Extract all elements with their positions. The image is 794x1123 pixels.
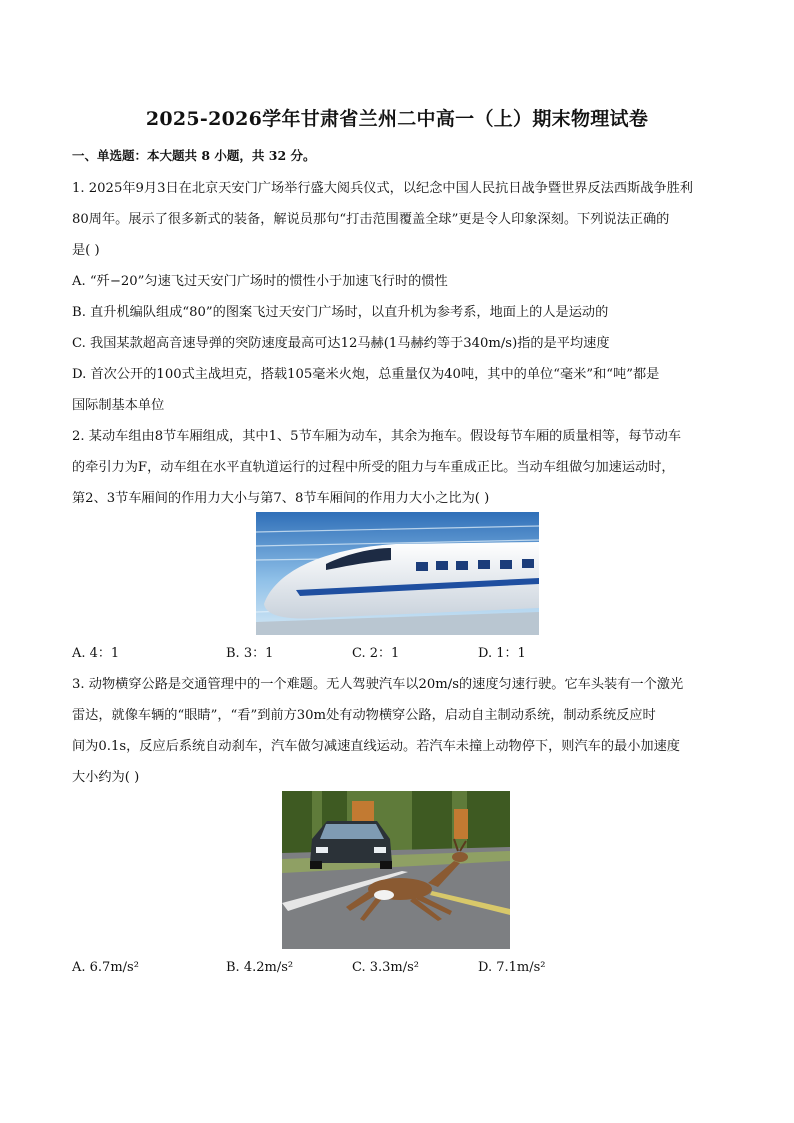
q1-option-a: A. “歼−20”匀速飞过天安门广场时的惯性小于加速飞行时的惯性 [72, 274, 448, 289]
section-heading: 一、单选题：本大题共 8 小题，共 32 分。 [72, 148, 316, 163]
q1-option-c: C. 我国某款超高音速导弹的突防速度最高可达12马赫(1马赫约等于340m/s)指的是平均速度 [72, 336, 610, 351]
q3-option-c: C. 3.3m/s² [352, 960, 420, 975]
q2-option-b: B. 3：1 [226, 646, 274, 661]
q2-option-d: D. 1：1 [478, 646, 526, 661]
q3-option-a: A. 6.7m/s² [72, 960, 139, 975]
q1-stem-line-3: 是( ) [72, 243, 100, 258]
q3-stem-line-1: 3. 动物横穿公路是交通管理中的一个难题。无人驾驶汽车以20m/s的速度匀速行驶。它车头装有一个激光 [72, 677, 684, 692]
car-shape [310, 821, 392, 869]
q2-stem-line-3: 第2、3节车厢间的作用力大小与第7、8节车厢间的作用力大小之比为( ) [72, 491, 490, 506]
q1-option-b: B. 直升机编队组成“80”的图案飞过天安门广场时，以直升机为参考系，地面上的人是运动的 [72, 305, 609, 320]
q3-stem-line-2: 雷达，就像车辆的“眼睛”，“看”到前方30m处有动物横穿公路，启动自主制动系统，制动系统反应时 [72, 708, 656, 723]
q2-option-c: C. 2：1 [352, 646, 400, 661]
page-title: 2025-2026学年甘肃省兰州二中高一（上）期末物理试卷 [145, 108, 649, 130]
q2-option-a: A. 4：1 [72, 646, 120, 661]
q1-option-d-line-1: D. 首次公开的100式主战坦克，搭载105毫米火炮，总重量仅为40吨，其中的单位“毫米”和“吨”都是 [72, 367, 660, 382]
car-deer-image [282, 791, 510, 949]
q1-stem-line-2: 80周年。展示了很多新式的装备，解说员那句“打击范围覆盖全球”更是令人印象深刻。下列说法正确的 [72, 212, 670, 227]
q2-stem-line-2: 的牵引力为F，动车组在水平直轨道运行的过程中所受的阻力与车重成正比。当动车组做匀加速运动时， [72, 460, 675, 475]
q3-stem-line-3: 间为0.1s，反应后系统自动刹车，汽车做匀减速直线运动。若汽车未撞上动物停下，则汽车的最小加速度 [72, 739, 680, 754]
q1-option-d-line-2: 国际制基本单位 [72, 398, 165, 413]
q2-stem-line-1: 2. 某动车组由8节车厢组成，其中1、5节车厢为动车，其余为拖车。假设每节车厢的质量相等，每节动车 [72, 429, 682, 444]
q3-option-d: D. 7.1m/s² [478, 960, 546, 975]
q3-option-b: B. 4.2m/s² [226, 960, 294, 975]
q3-stem-line-4: 大小约为( ) [72, 770, 140, 785]
bullet-train-image [256, 512, 539, 635]
q1-stem-line-1: 1. 2025年9月3日在北京天安门广场举行盛大阅兵仪式，以纪念中国人民抗日战争暨世界反法西斯战争胜利 [72, 181, 693, 196]
